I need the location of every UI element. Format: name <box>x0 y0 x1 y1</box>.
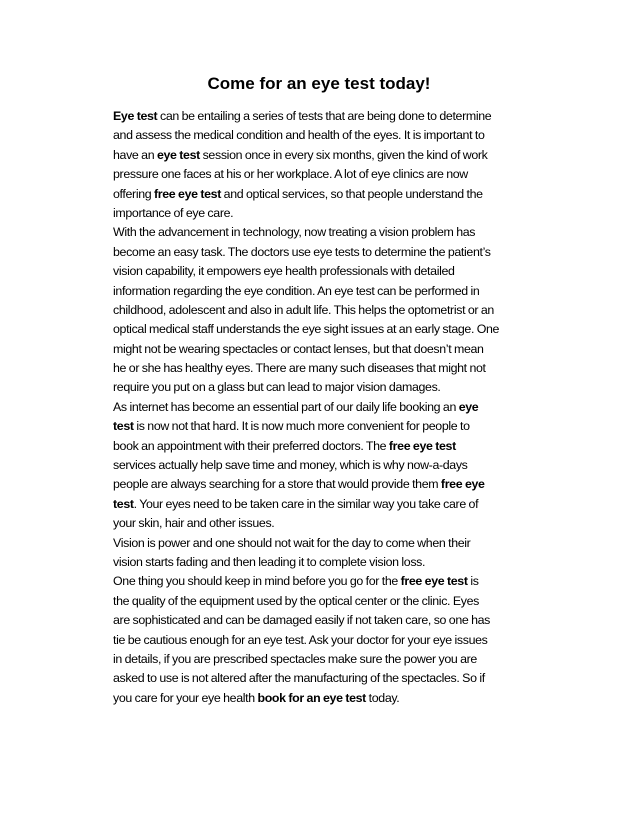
text-line <box>113 534 573 553</box>
text-line <box>113 185 573 204</box>
text-run: pressure one faces at his or her workplace. A lot of eye clinics are now <box>113 167 468 182</box>
text-line <box>113 689 573 708</box>
document-title: Come for an eye test today! <box>207 74 431 93</box>
text-run: become an easy task. The doctors use eye tests to determine the patient’s <box>113 244 491 259</box>
bold-keyword: eye test <box>156 147 200 162</box>
text-line <box>113 262 573 281</box>
text-run: your skin, hair and other issues. <box>113 516 275 531</box>
text-run: session once in every six months, given the kind of work <box>199 147 488 162</box>
text-run: you care for your eye health <box>113 690 258 705</box>
text-run: today. <box>365 690 400 705</box>
text-line <box>113 359 573 378</box>
text-line <box>113 631 573 650</box>
text-run: asked to use is not altered after the manufacturing of the spectacles. So if <box>113 671 485 686</box>
bold-keyword: book for an eye test <box>257 690 366 705</box>
text-line <box>113 437 573 456</box>
text-line <box>113 456 573 475</box>
text-run: With the advancement in technology, now treating a vision problem has <box>113 225 476 240</box>
bold-keyword: free eye test <box>400 574 468 589</box>
text-run: book an appointment with their preferred doctors. The <box>113 438 389 453</box>
text-line <box>113 107 573 126</box>
bold-keyword: free eye test <box>154 186 221 201</box>
text-run: offering <box>113 186 154 201</box>
text-line <box>113 398 573 417</box>
text-line <box>113 340 573 359</box>
text-line <box>113 146 573 165</box>
text-line <box>113 165 573 184</box>
text-run: might not be wearing spectacles or contact lenses, but that doesn’t mean <box>113 341 484 356</box>
text-run: As internet has become an essential part of our daily life booking an <box>113 399 459 414</box>
text-run: One thing you should keep in mind before you go for the <box>113 574 401 589</box>
text-run: the quality of the equipment used by the optical center or the clinic. Eyes <box>113 593 479 608</box>
text-run: and assess the medical condition and health of the eyes. It is important to <box>113 128 485 143</box>
text-run: vision capability, it empowers eye health professionals with detailed <box>113 264 455 279</box>
text-run: vision starts fading and then leading it to complete vision loss. <box>113 554 426 569</box>
text-line <box>113 320 573 339</box>
text-run: information regarding the eye condition. An eye test can be performed in <box>113 283 480 298</box>
text-run: are sophisticated and can be damaged easily if not taken care, so one has <box>113 613 491 628</box>
text-line <box>113 495 573 514</box>
text-run: Vision is power and one should not wait for the day to come when their <box>113 535 471 550</box>
text-line <box>113 126 573 145</box>
text-run: is <box>467 574 479 589</box>
bold-keyword: test <box>113 496 134 511</box>
text-run: childhood, adolescent and also in adult life. This helps the optometrist or an <box>113 302 494 317</box>
text-line <box>113 204 573 223</box>
text-line <box>113 650 573 669</box>
text-line <box>113 592 573 611</box>
text-run: services actually help save time and money, which is why now-a-days <box>113 458 468 473</box>
text-run: importance of eye care. <box>113 205 234 220</box>
text-run: . Your eyes need to be taken care in the similar way you take care of <box>133 496 479 511</box>
text-run: require you put on a glass but can lead to major vision damages. <box>113 380 441 395</box>
bold-keyword: free eye test <box>388 438 456 453</box>
bold-keyword: eye <box>458 399 479 414</box>
text-line <box>113 611 573 630</box>
text-line <box>113 553 573 572</box>
bold-keyword: free eye <box>440 477 485 492</box>
text-run: can be entailing a series of tests that are being done to determine <box>157 109 492 123</box>
text-run: and optical services, so that people understand the <box>220 186 483 201</box>
text-run: have an <box>113 147 157 162</box>
text-run: optical medical staff understands the eye sight issues at an early stage. One <box>113 322 500 337</box>
text-line <box>113 301 573 320</box>
bold-keyword: test <box>113 419 134 434</box>
text-run: he or she has healthy eyes. There are many such diseases that might not <box>113 361 486 376</box>
text-line <box>113 243 573 262</box>
text-run: tie be cautious enough for an eye test. Ask your doctor for your eye issues <box>113 632 488 647</box>
text-line <box>113 282 573 301</box>
document-body <box>113 107 573 708</box>
text-line <box>113 669 573 688</box>
text-run: people are always searching for a store that would provide them <box>113 477 441 492</box>
text-line <box>113 378 573 397</box>
text-run: is now not that hard. It is now much more convenient for people to <box>133 419 470 434</box>
text-run: in details, if you are prescribed spectacles make sure the power you are <box>113 651 477 666</box>
text-line <box>113 223 573 242</box>
text-line <box>113 417 573 436</box>
text-line <box>113 475 573 494</box>
bold-keyword: Eye test <box>113 109 158 123</box>
text-line <box>113 514 573 533</box>
text-line <box>113 572 573 591</box>
